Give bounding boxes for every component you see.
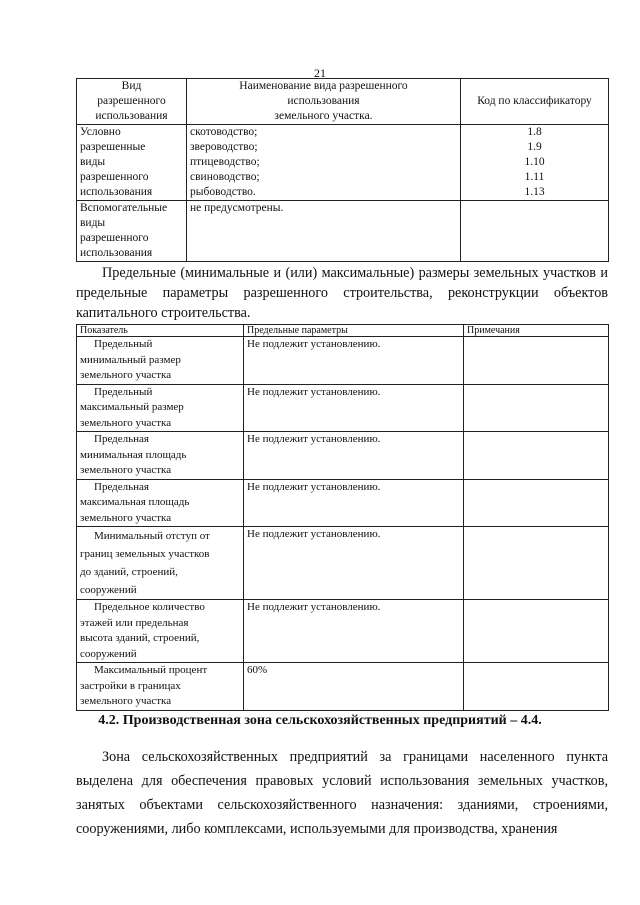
table-row: [77, 479, 609, 527]
cell-line: земельного участка: [80, 369, 172, 381]
cell-line: свиноводство;: [190, 171, 260, 183]
cell-line: Предельное количество: [94, 601, 205, 613]
header-notes: Примечания: [464, 325, 609, 337]
cell-line: использования: [80, 186, 153, 198]
row-value: 60%: [244, 663, 464, 711]
row-value: Не подлежит установлению.: [244, 337, 464, 385]
table-row: [77, 201, 609, 262]
cell-line: не предусмотрены.: [190, 202, 284, 214]
table-header-row: [77, 79, 609, 125]
row-names: [187, 201, 461, 262]
paragraph-limits: [76, 263, 608, 323]
page-number: 21: [314, 66, 326, 80]
table-row: [77, 527, 609, 600]
paragraph-text: Предельные (минимальные и (или) максимальные) размеры земельных участков и предельные параметры разрешенного строительства, реконструкции объектов капитального строительства.: [76, 265, 608, 321]
cell-line: высота зданий, строений,: [80, 632, 200, 644]
cell-line: Минимальный отступ от: [94, 530, 210, 542]
table-row: [77, 337, 609, 385]
header-vid-line: использования: [95, 110, 168, 122]
section-heading: 4.2. Производственная зона сельскохозяйственных предприятий – 4.4.: [98, 713, 542, 728]
cell-line: Предельный: [94, 385, 153, 398]
cell-line: разрешенного: [80, 232, 149, 244]
row-vid: [77, 201, 187, 262]
row-value: Не подлежит установлению.: [244, 432, 464, 480]
table-row: [77, 384, 609, 432]
cell-line: использования: [80, 247, 153, 259]
row-codes: [461, 201, 609, 262]
row-note: [464, 527, 609, 600]
cell-line: виды: [80, 156, 106, 168]
code-value: 1.9: [527, 141, 542, 153]
row-note: [464, 479, 609, 527]
header-name-line: Наименование вида разрешенного: [239, 80, 408, 92]
cell-line: скотоводство;: [190, 126, 258, 138]
cell-line: минимальный размер: [80, 353, 181, 366]
row-note: [464, 600, 609, 663]
code-value: 1.10: [524, 156, 545, 168]
code-value: 1.11: [524, 171, 545, 183]
row-note: [464, 337, 609, 385]
cell-line: звероводство;: [190, 141, 258, 153]
table-row: [77, 600, 609, 663]
row-label: [77, 384, 244, 432]
code-value: 1.13: [524, 186, 545, 198]
header-vid: [77, 79, 187, 125]
row-vid: [77, 125, 187, 201]
row-names: [187, 125, 461, 201]
header-code: Код по классификатору: [461, 79, 609, 125]
row-label: [77, 337, 244, 385]
code-value: 1.8: [527, 126, 542, 138]
cell-line: минимальная площадь: [80, 448, 187, 461]
table-row: [77, 432, 609, 480]
cell-line: разрешенного: [80, 171, 149, 183]
cell-line: Предельная: [94, 480, 149, 493]
cell-line: сооружений: [80, 647, 137, 660]
cell-line: земельного участка: [80, 464, 172, 476]
cell-line: до зданий, строений,: [80, 566, 178, 578]
row-value: Не подлежит установлению.: [244, 384, 464, 432]
row-note: [464, 663, 609, 711]
cell-line: этажей или предельная: [80, 616, 189, 629]
cell-line: птицеводство;: [190, 156, 260, 168]
row-note: [464, 384, 609, 432]
cell-line: застройки в границах: [80, 679, 181, 692]
cell-line: земельного участка: [80, 416, 172, 429]
cell-line: максимальная площадь: [80, 496, 190, 508]
header-indicator: Показатель: [77, 325, 244, 337]
cell-line: сооружений: [80, 584, 137, 596]
row-value: Не подлежит установлению.: [244, 527, 464, 600]
header-vid-line: разрешенного: [97, 95, 166, 107]
cell-line: виды: [80, 217, 106, 229]
cell-line: Максимальный процент: [94, 664, 208, 676]
cell-line: максимальный размер: [80, 401, 184, 413]
header-name-line: земельного участка.: [274, 110, 373, 122]
paragraph-zone-description: [76, 745, 608, 841]
row-label: [77, 663, 244, 711]
header-name: [187, 79, 461, 125]
header-name-line: использования: [287, 95, 360, 107]
cell-line: Предельная: [94, 433, 149, 445]
table-row: [77, 125, 609, 201]
row-value: Не подлежит установлению.: [244, 600, 464, 663]
cell-line: рыбоводство.: [190, 186, 256, 198]
parameters-table: [76, 324, 609, 711]
header-parameters: Предельные параметры: [244, 325, 464, 337]
cell-line: разрешенные: [80, 141, 146, 153]
row-note: [464, 432, 609, 480]
cell-line: Вспомогательные: [80, 202, 168, 214]
header-vid-line: Вид: [121, 80, 142, 92]
row-label: [77, 600, 244, 663]
row-label: [77, 527, 244, 600]
row-label: [77, 479, 244, 527]
cell-line: земельного участка: [80, 695, 172, 707]
table-header-row: [77, 325, 609, 337]
cell-line: Предельный: [94, 338, 153, 350]
land-use-table: [76, 78, 609, 262]
row-label: [77, 432, 244, 480]
cell-line: земельного участка: [80, 511, 172, 524]
cell-line: Условно: [80, 126, 121, 138]
paragraph-text: Зона сельскохозяйственных предприятий за границами населенного пункта выделена для обеспечения правовых условий использования земельных участков, занятых объектами сельскохозяйственного назначения: зданиями, строениями, сооружениями, либо комплексами, используемыми для производства, хранения: [76, 749, 608, 837]
cell-line: границ земельных участков: [80, 548, 210, 560]
row-codes: [461, 125, 609, 201]
row-value: Не подлежит установлению.: [244, 479, 464, 527]
table-row: [77, 663, 609, 711]
